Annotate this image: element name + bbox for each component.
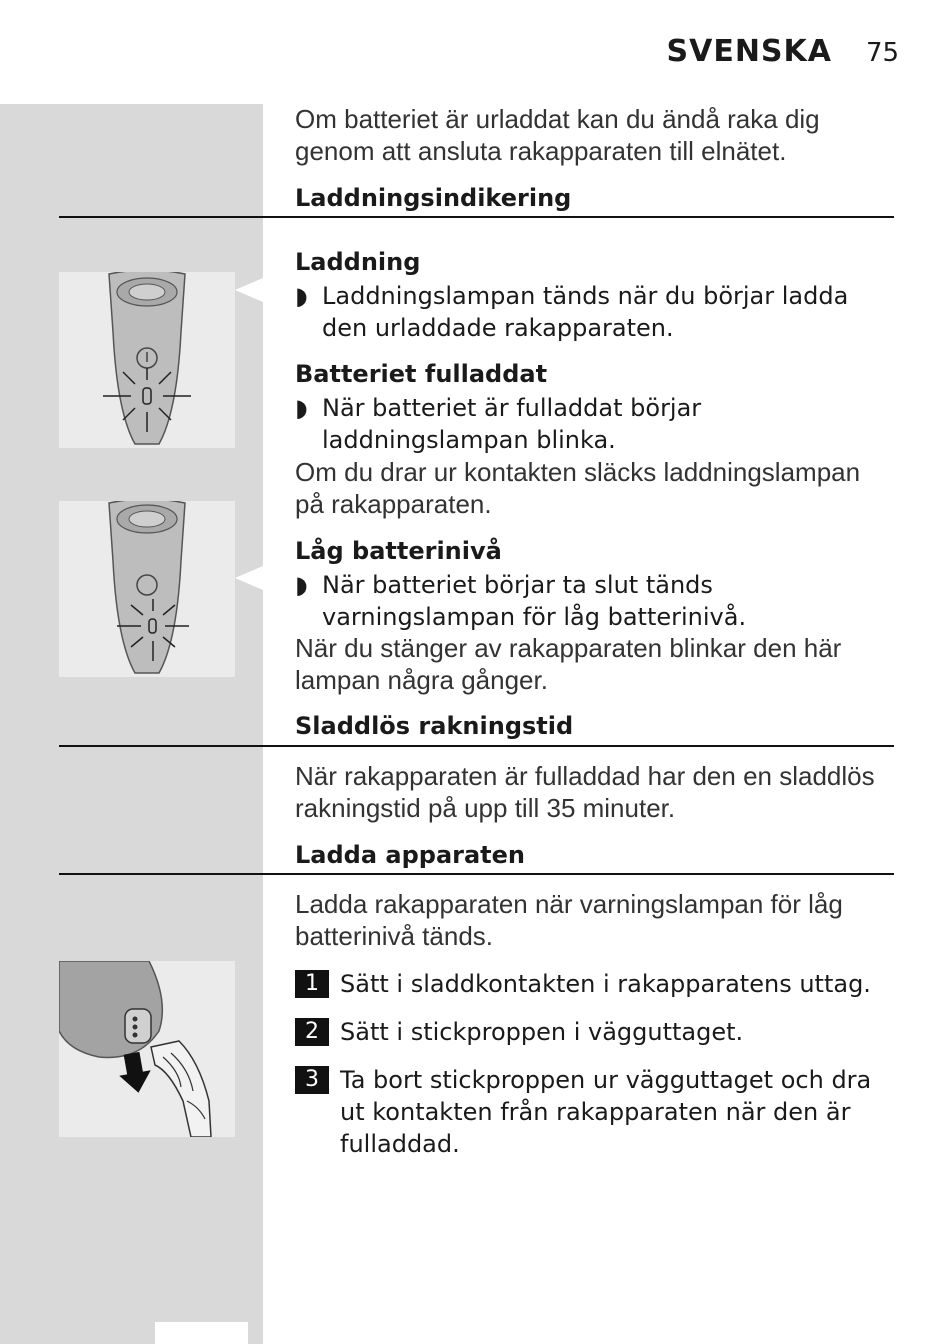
shaver-icon xyxy=(59,272,235,448)
section-divider xyxy=(59,873,894,875)
section-title-charge-indication: Laddningsindikering xyxy=(295,184,572,212)
bullet-charging xyxy=(295,280,895,344)
section-divider xyxy=(59,216,894,218)
figure-pointer xyxy=(235,278,263,302)
step-2 xyxy=(295,1016,875,1048)
bullet-text: När batteriet börjar ta slut tänds varningslampan för låg batterinivå. xyxy=(322,571,747,631)
shaver-charging-illustration xyxy=(59,272,235,448)
subsection-title-charging: Laddning xyxy=(295,248,421,276)
section-title-charge-appliance: Ladda apparaten xyxy=(295,841,526,869)
intro-paragraph: Om batteriet är urladdat kan du ändå raka dig genom att ansluta rakapparaten till elnätet. xyxy=(295,104,820,166)
bullet-full xyxy=(295,392,895,456)
bullet-text: När batteriet är fulladdat börjar laddningslampan blinka. xyxy=(322,394,702,454)
bullet-icon: ◗ xyxy=(295,571,308,599)
language-header: SVENSKA xyxy=(666,34,832,69)
bullet-low xyxy=(295,569,895,633)
section-title-cordless: Sladdlös rakningstid xyxy=(295,712,574,740)
shaver-icon xyxy=(59,501,235,677)
step-number: 2 xyxy=(295,1018,329,1046)
plug-in-illustration xyxy=(59,961,235,1137)
note-low: När du stänger av rakapparaten blinkar den här lampan några gånger. xyxy=(295,633,842,695)
footer-tab xyxy=(155,1322,248,1344)
figure-pointer xyxy=(235,566,263,590)
step-text: Sätt i stickproppen i vägguttaget. xyxy=(340,1018,744,1046)
step-number: 1 xyxy=(295,970,329,998)
step-text: Sätt i sladdkontakten i rakapparatens uttag. xyxy=(340,970,871,998)
bullet-icon: ◗ xyxy=(295,282,308,310)
step-1 xyxy=(295,968,875,1000)
cordless-paragraph: När rakapparaten är fulladdad har den en sladdlös rakningstid på upp till 35 minuter. xyxy=(295,761,875,823)
step-number: 3 xyxy=(295,1066,329,1094)
subsection-title-full: Batteriet fulladdat xyxy=(295,360,548,388)
charging-intro: Ladda rakapparaten när varningslampan för låg batterinivå tänds. xyxy=(295,889,843,951)
shaver-low-battery-illustration xyxy=(59,501,235,677)
note-full: Om du drar ur kontakten släcks laddningslampan på rakapparaten. xyxy=(295,457,861,519)
step-text: Ta bort stickproppen ur vägguttaget och dra ut kontakten från rakapparaten när den är fulladdad. xyxy=(340,1066,872,1158)
page-number: 75 xyxy=(866,38,900,68)
section-divider xyxy=(59,745,894,747)
charging-plug-icon xyxy=(59,961,235,1137)
bullet-text: Laddningslampan tänds när du börjar ladda den urladdade rakapparaten. xyxy=(322,282,849,342)
subsection-title-low: Låg batterinivå xyxy=(295,537,502,565)
bullet-icon: ◗ xyxy=(295,394,308,422)
step-3 xyxy=(295,1064,875,1160)
